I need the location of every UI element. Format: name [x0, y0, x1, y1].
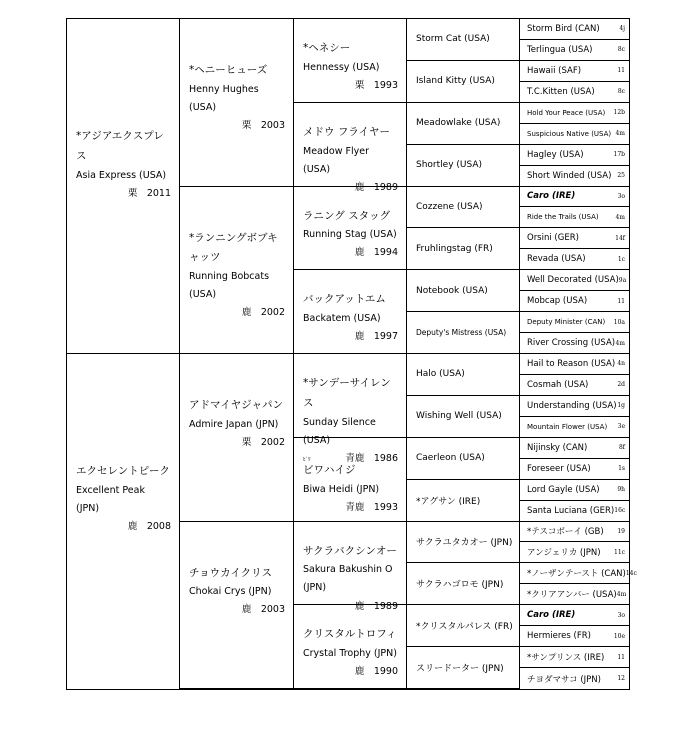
- gen4-horse-cell: [407, 396, 520, 438]
- horse-name: Well Decorated (USA): [527, 275, 619, 286]
- gen3-horse-cell: [294, 103, 407, 193]
- family-number: 3o: [617, 192, 625, 200]
- family-number: 8c: [617, 88, 625, 96]
- gen5-horse-cell: [520, 501, 629, 522]
- family-number: 9h: [617, 486, 625, 494]
- horse-name: Short Winded (USA): [527, 170, 612, 181]
- horse-name: Caerleon (USA): [416, 453, 485, 464]
- horse-name: Orsini (GER): [527, 233, 579, 244]
- family-number: 3e: [617, 423, 625, 431]
- gen4-horse-cell: [407, 480, 520, 522]
- coat-and-year: 鹿 2003: [241, 604, 285, 616]
- horse-name: Notebook (USA): [416, 285, 488, 296]
- gen5-horse-cell: [520, 82, 629, 103]
- family-number: 4m: [615, 130, 625, 138]
- horse-name: *ノーザンテースト (CAN): [527, 569, 626, 580]
- horse-name: サクラユタカオー (JPN): [416, 538, 513, 549]
- horse-name-en: Backatem (USA): [303, 313, 381, 325]
- horse-name: Lord Gayle (USA): [527, 484, 600, 495]
- gen5-horse-cell: [520, 438, 629, 459]
- gen3-horse-cell: [294, 438, 407, 522]
- horse-name: Deputy Minister (CAN): [527, 318, 606, 327]
- family-number: 12b: [613, 109, 625, 117]
- horse-name: Caro (IRE): [527, 191, 576, 202]
- coat-and-year: 栗 1993: [354, 79, 398, 91]
- family-number: 11: [617, 297, 625, 305]
- gen3-horse-cell: [294, 522, 407, 612]
- coat-and-year: 栗 2002: [241, 436, 285, 448]
- gen1-horse-cell: [67, 19, 180, 354]
- horse-name: *サンプリンス (IRE): [527, 653, 605, 664]
- gen4-horse-cell: [407, 61, 520, 103]
- gen5-horse-cell: [520, 19, 629, 40]
- family-number: 1c: [617, 255, 625, 263]
- horse-name: *テスコボーイ (GB): [527, 527, 604, 538]
- gen5-horse-cell: [520, 333, 629, 354]
- gen5-horse-cell: [520, 522, 629, 543]
- family-number: 1g: [617, 402, 625, 410]
- gen4-horse-cell: [407, 228, 520, 270]
- family-number: 11c: [614, 548, 625, 556]
- gen4-horse-cell: [407, 354, 520, 396]
- horse-name-jp: サクラバクシンオー: [303, 544, 397, 557]
- horse-name-jp: クリスタルトロフィ: [303, 628, 397, 641]
- horse-name: サクラハゴロモ (JPN): [416, 580, 504, 591]
- family-number: 4m: [616, 590, 627, 598]
- coat-and-year: 青鹿 1986: [345, 452, 398, 464]
- family-number: 10e: [613, 632, 625, 640]
- family-number: 4n: [617, 360, 625, 368]
- horse-name: Suspicious Native (USA): [527, 129, 612, 138]
- gen5-horse-cell: [520, 626, 629, 647]
- gen5-horse-cell: [520, 124, 629, 145]
- horse-name-en: Admire Japan (JPN): [189, 418, 279, 430]
- gen5-horse-cell: [520, 542, 629, 563]
- horse-name-en: Biwa Heidi (JPN): [303, 483, 380, 495]
- horse-name: Storm Cat (USA): [416, 34, 490, 45]
- gen2-horse-cell: [180, 19, 294, 187]
- horse-name: Deputy's Mistress (USA): [416, 328, 507, 338]
- horse-name-jp: *ヘネシー: [303, 42, 351, 54]
- horse-name-en: Running Stag (USA): [303, 229, 397, 241]
- family-number: 14c: [625, 569, 637, 577]
- gen5-horse-cell: [520, 396, 629, 417]
- family-number: 2d: [617, 381, 625, 389]
- family-number: 14f: [615, 234, 625, 242]
- horse-name: スリードーター (JPN): [416, 664, 504, 675]
- family-number: 8f: [618, 444, 625, 452]
- coat-and-year: 鹿 2002: [241, 307, 285, 319]
- gen1-horse-cell: [67, 354, 180, 689]
- gen5-horse-cell: [520, 61, 629, 82]
- family-number: 9a: [618, 276, 627, 284]
- family-number: 12: [617, 675, 625, 683]
- gen5-horse-cell: [520, 375, 629, 396]
- horse-name: Hawaii (SAF): [527, 65, 582, 76]
- coat-and-year: 鹿 1989: [354, 181, 398, 193]
- horse-name-en: Henny Hughes (USA): [189, 83, 259, 113]
- gen5-horse-cell: [520, 187, 629, 208]
- horse-name: Nijinsky (CAN): [527, 442, 588, 453]
- coat-and-year: 鹿 1997: [354, 331, 398, 343]
- family-number: 4m: [615, 339, 625, 347]
- horse-name: *クリスタルパレス (FR): [416, 622, 513, 633]
- gen5-horse-cell: [520, 417, 629, 438]
- horse-name-en: Asia Express (USA): [76, 169, 167, 181]
- horse-name-jp: アドマイヤジャパン: [189, 399, 283, 411]
- horse-name-en: Running Bobcats (USA): [189, 271, 270, 301]
- coat-and-year: 栗 2003: [241, 120, 285, 132]
- gen3-horse-cell: [294, 19, 407, 103]
- furigana-label: ﾋﾞﾜ: [303, 456, 311, 463]
- coat-and-year: 鹿 2008: [127, 521, 171, 533]
- horse-name: *クリアアンバー (USA): [527, 590, 617, 601]
- family-number: 1s: [618, 465, 625, 473]
- pedigree-table: [66, 18, 637, 690]
- gen5-horse-cell: [520, 145, 629, 166]
- gen5-horse-cell: [520, 103, 629, 124]
- horse-name: Hermieres (FR): [527, 631, 591, 642]
- horse-name: River Crossing (USA): [527, 338, 616, 349]
- horse-name: Hagley (USA): [527, 149, 584, 160]
- gen5-horse-cell: [520, 563, 637, 584]
- gen4-horse-cell: [407, 522, 520, 564]
- gen5-horse-cell: [520, 584, 629, 605]
- horse-name-en: Crystal Trophy (JPN): [303, 648, 397, 660]
- horse-name: Island Kitty (USA): [416, 76, 495, 87]
- coat-and-year: 鹿 1994: [354, 247, 398, 259]
- horse-name: Santa Luciana (GER): [527, 505, 615, 516]
- gen5-horse-cell: [520, 312, 629, 333]
- horse-name: Cosmah (USA): [527, 379, 589, 390]
- family-number: 25: [617, 172, 625, 180]
- coat-and-year: 鹿 1989: [354, 600, 398, 612]
- family-number: 8c: [617, 46, 625, 54]
- gen5-horse-cell: [520, 228, 629, 249]
- coat-and-year: 鹿 1990: [354, 666, 398, 678]
- horse-name-en: Meadow Flyer (USA): [303, 145, 369, 175]
- gen4-horse-cell: [407, 605, 520, 647]
- gen4-horse-cell: [407, 270, 520, 312]
- gen4-horse-cell: [407, 438, 520, 480]
- family-number: 19: [617, 527, 625, 535]
- family-number: 4j: [619, 25, 625, 33]
- horse-name-en: Sakura Bakushin O (JPN): [303, 564, 393, 594]
- family-number: 11: [617, 653, 625, 661]
- gen4-horse-cell: [407, 19, 520, 61]
- horse-name: T.C.Kitten (USA): [527, 86, 595, 97]
- horse-name: Foreseer (USA): [527, 463, 591, 474]
- horse-name: Ride the Trails (USA): [527, 213, 599, 222]
- horse-name-jp: *ヘニーヒューズ: [189, 64, 268, 76]
- gen4-horse-cell: [407, 187, 520, 229]
- gen4-horse-cell: [407, 103, 520, 145]
- family-number: 4m: [615, 213, 625, 221]
- gen5-horse-cell: [520, 668, 629, 689]
- horse-name-en: Chokai Crys (JPN): [189, 586, 272, 598]
- horse-name: Meadowlake (USA): [416, 118, 501, 129]
- gen4-horse-cell: [407, 563, 520, 605]
- horse-name-en: Hennessy (USA): [303, 61, 380, 73]
- horse-name-jp: ビワハイジ: [303, 463, 356, 476]
- horse-name: Fruhlingstag (FR): [416, 243, 493, 254]
- horse-name-jp: メドウ フライヤー: [303, 125, 391, 138]
- horse-name-en: Sunday Silence (USA): [303, 416, 376, 446]
- gen3-horse-cell: [294, 605, 407, 689]
- horse-name: Revada (USA): [527, 254, 586, 265]
- horse-name: Shortley (USA): [416, 160, 483, 171]
- family-number: 10a: [613, 318, 625, 326]
- horse-name: アンジェリカ (JPN): [527, 548, 601, 559]
- horse-name: Halo (USA): [416, 369, 465, 380]
- horse-name: チヨダマサコ (JPN): [527, 674, 601, 685]
- gen4-horse-cell: [407, 145, 520, 187]
- horse-name-jp: *アジアエクスプレス: [76, 130, 164, 162]
- horse-name-jp: チョウカイクリス: [189, 566, 272, 579]
- horse-name-jp: *ランニングボブキャッツ: [189, 231, 278, 264]
- horse-name-jp: バックアットエム: [303, 293, 386, 306]
- gen5-horse-cell: [520, 354, 629, 375]
- gen5-horse-cell: [520, 166, 629, 187]
- gen5-horse-cell: [520, 647, 629, 668]
- horse-name: Terlingua (USA): [527, 44, 593, 55]
- gen2-horse-cell: [180, 187, 294, 355]
- horse-name: Caro (IRE): [527, 610, 576, 621]
- horse-name: Hail to Reason (USA): [527, 358, 616, 369]
- gen3-horse-cell: [294, 270, 407, 354]
- family-number: 3o: [617, 611, 625, 619]
- gen2-horse-cell: [180, 522, 294, 690]
- gen5-horse-cell: [520, 270, 629, 291]
- gen4-horse-cell: [407, 312, 520, 354]
- gen5-horse-cell: [520, 40, 629, 61]
- horse-name: Mountain Flower (USA): [527, 422, 608, 431]
- horse-name: *アグサン (IRE): [416, 496, 481, 507]
- gen5-horse-cell: [520, 459, 629, 480]
- horse-name: Cozzene (USA): [416, 201, 483, 212]
- coat-and-year: 栗 2011: [127, 187, 171, 199]
- horse-name-jp: エクセレントピーク: [76, 465, 170, 477]
- gen2-horse-cell: [180, 354, 294, 522]
- horse-name: Hold Your Peace (USA): [527, 108, 606, 117]
- horse-name: Wishing Well (USA): [416, 411, 502, 422]
- horse-name-jp: ラニング スタッグ: [303, 209, 391, 222]
- horse-name-en: Excellent Peak (JPN): [76, 484, 145, 514]
- gen5-horse-cell: [520, 291, 629, 312]
- horse-name: Storm Bird (CAN): [527, 23, 600, 34]
- gen5-horse-cell: [520, 207, 629, 228]
- gen5-horse-cell: [520, 480, 629, 501]
- gen5-horse-cell: [520, 605, 629, 626]
- horse-name: Mobcap (USA): [527, 296, 588, 307]
- family-number: 17b: [613, 151, 625, 159]
- gen3-horse-cell: [294, 187, 407, 271]
- gen5-horse-cell: [520, 249, 629, 270]
- family-number: 16c: [614, 507, 626, 515]
- family-number: 11: [617, 67, 625, 75]
- horse-name: Understanding (USA): [527, 400, 617, 411]
- coat-and-year: 青鹿 1993: [345, 501, 398, 513]
- gen4-horse-cell: [407, 647, 520, 689]
- horse-name-jp: *サンデーサイレンス: [303, 377, 391, 409]
